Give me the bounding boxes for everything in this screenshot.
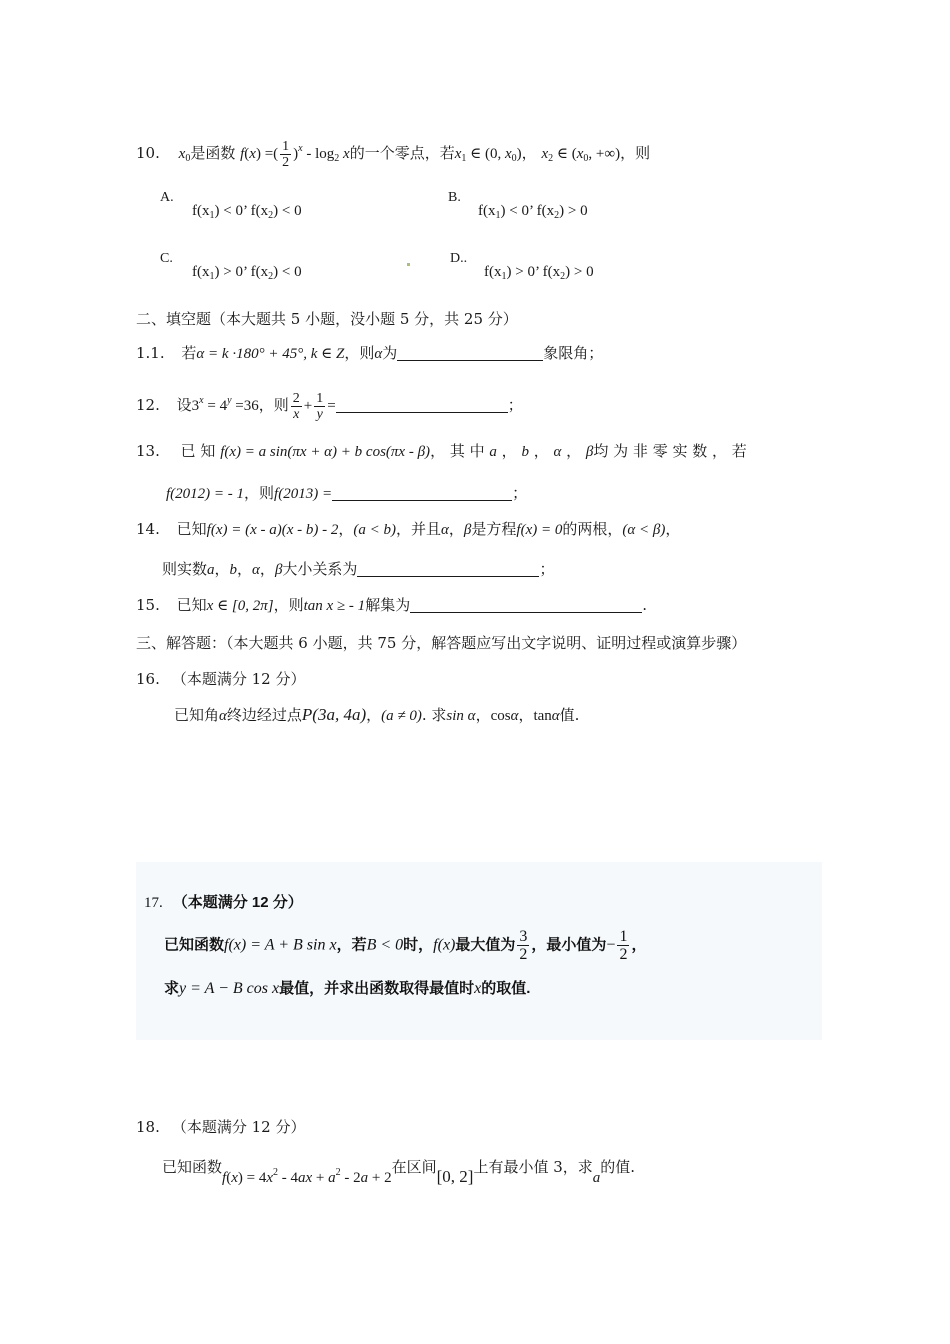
option-a-label: A. [160,190,174,205]
option-a: $f(x_1) < 0$’ $f(x_2) < 0$ [192,203,302,221]
q12: 12. 设$3^x = 4^y =36$，则 $\frac{2}{x}$ + $\frac{1}{y}$ = ； [136,390,523,422]
q13-answer-blank[interactable] [332,484,512,501]
q14-line2: 则实数a，b，α，β大小关系为 ； [162,560,555,578]
q13-line2: f(2012) = - 1，则f(2013) = ； [166,484,528,502]
q17-line1: 已知函数f(x) = A + B sin x，若B < 0时，f(x)最大值为 $\frac{3}{2}$ ，最小值为− $\frac{1}{2}$ ， [164,928,647,963]
q14-line1: 14. 已知f(x) = (x - a)(x - b) - 2，(a < b)，并且α，β是方程f(x) = 0的两根，(α < β)， [136,520,681,538]
section-2-heading: 二、填空题（本大题共 5 小题，没小题 5 分，共 25 分） [136,310,518,328]
q17-title: 17. （本题满分 12 分） [144,894,303,911]
section-3-heading: 三、解答题：（本大题共 6 小题，共 75 分，解答题应写出文字说明、证明过程或演算步骤） [136,634,747,652]
q12-answer-blank[interactable] [336,396,508,413]
q11: 1.1. 若α = k ·180° + 45°, k ∈ Z，则α为 象限角； [136,344,604,362]
stray-dot [407,263,410,266]
option-b: $f(x_1) < 0$’ $f(x_2) > 0$ [478,203,588,221]
q10-stem: 10. $x_0$是函数 f(x) =( $\frac{1}{2}$ )$^x - \log_2 x$的一个零点，若$x_1$ ∈ (0, $x_0$)， $x_2$ ∈ ($x_0$, +∞)，则 [136,138,651,170]
q13-line1: 13. 已 知 f(x) = a sin(πx + α) + b cos(πx - β)， 其 中 a ， b ， α ， β均 为 非 零 实 数 ， 若 [136,442,747,460]
q14-answer-blank[interactable] [357,560,539,577]
q18-title: 18. （本题满分 12 分） [136,1118,306,1136]
q17-line2: 求y = A − B cos x最值，并求出函数取得最值时x的取值. [164,980,531,997]
option-d: $f(x_1) > 0$’ $f(x_2) > 0$ [484,264,594,282]
q16-body: 已知角α终边经过点P(3a, 4a)，(a ≠ 0). 求sin α，cosα，tanα值. [174,705,580,724]
q16-title: 16. （本题满分 12 分） [136,670,306,688]
q11-answer-blank[interactable] [397,344,543,361]
q18-body: 已知函数$f(x) = 4x^2 - 4ax + a^2 - 2a + 2$在区间[0, 2]上有最小值 3，求a的值. [162,1158,636,1186]
option-b-label: B. [448,190,461,205]
q15: 15. 已知x ∈ [0, 2π]，则tan x ≥ - 1解集为 . [136,596,647,614]
q15-answer-blank[interactable] [410,596,642,613]
q10-number: 10. [136,144,160,162]
option-c: $f(x_1) > 0$’ $f(x_2) < 0$ [192,264,302,282]
option-d-label: D.. [450,251,468,266]
option-c-label: C. [160,251,173,266]
